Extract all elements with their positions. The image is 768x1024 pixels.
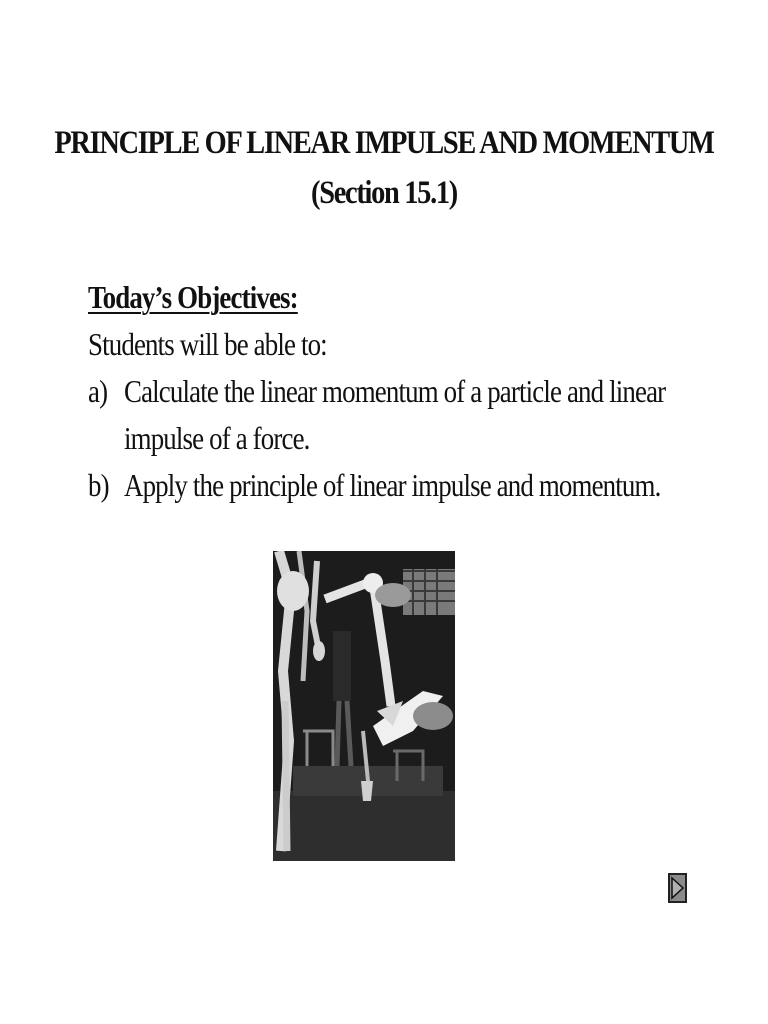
list-item-text: Calculate the linear momentum of a particle and linear <box>124 373 666 409</box>
title-line-main: PRINCIPLE OF LINEAR IMPULSE AND MOMENTUM <box>54 125 714 161</box>
list-marker: a) <box>88 373 108 409</box>
slide-title <box>0 118 768 218</box>
objectives-heading: Today’s Objectives: <box>88 279 298 315</box>
title-line-section: (Section 15.1) <box>311 175 457 211</box>
list-item <box>88 368 688 462</box>
next-slide-button[interactable] <box>668 873 687 903</box>
skeleton-leg-illustration <box>273 551 455 861</box>
play-right-triangle-icon <box>670 875 685 901</box>
list-item-text: Apply the principle of linear impulse and momentum. <box>124 467 661 503</box>
objectives-intro: Students will be able to: <box>88 326 327 362</box>
list-marker: b) <box>88 467 109 503</box>
skeleton-leg-photo <box>273 551 455 861</box>
list-item-text-continued: impulse of a force. <box>124 420 310 456</box>
objectives-block <box>88 274 688 509</box>
list-item <box>88 462 688 509</box>
